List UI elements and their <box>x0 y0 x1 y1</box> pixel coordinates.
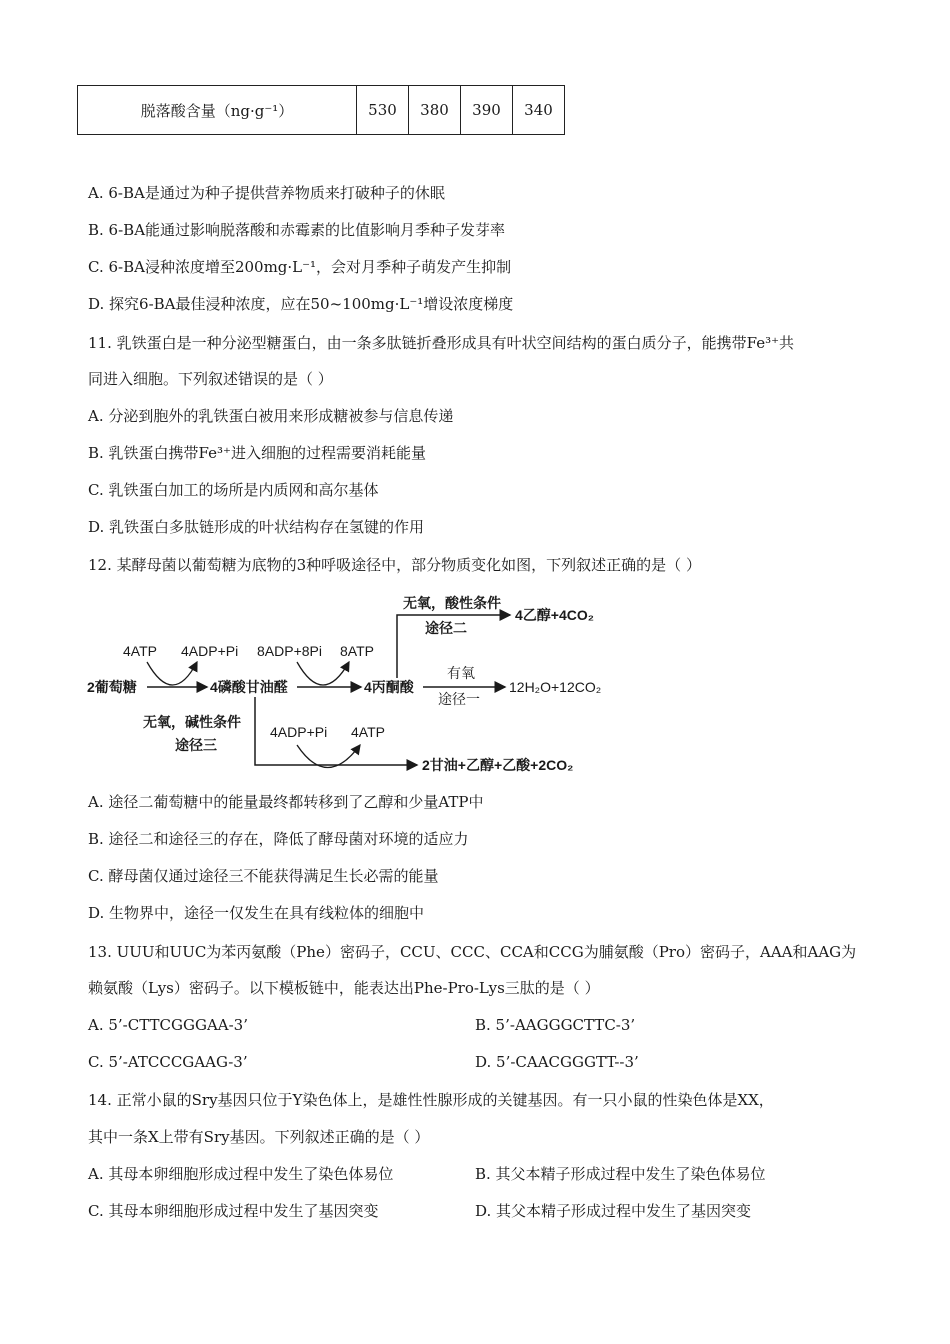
atp-consumption-curve <box>147 662 197 685</box>
q12-stem: 12. 某酵母菌以葡萄糖为底物的3种呼吸途径中，部分物质变化如图，下列叙述正确的是（ ） <box>88 556 701 574</box>
table-row <box>78 86 565 135</box>
table-cell: 530 <box>357 86 409 135</box>
path-three-product: 2甘油+乙醇+乙酸+2CO₂ <box>422 757 574 773</box>
path-one-product: 12H₂O+12CO₂ <box>509 679 602 695</box>
atp-output-path3-label: 4ATP <box>351 724 385 740</box>
q10-option-c: C. 6-BA浸种浓度增至200mg·L⁻¹，会对月季种子萌发产生抑制 <box>88 258 512 276</box>
q14-stem-line1: 14. 正常小鼠的Sry基因只位于Y染色体上，是雄性性腺形成的关键基因。有一只小鼠的性染色体是XX， <box>88 1091 774 1109</box>
q14-option-c: C. 其母本卵细胞形成过程中发生了基因突变 <box>88 1202 379 1220</box>
atp-input-label: 4ATP <box>123 643 157 659</box>
pyruvate-label: 4丙酮酸 <box>364 679 414 695</box>
table-row-label: 脱落酸含量（ng·g⁻¹） <box>78 86 357 135</box>
table-cell: 390 <box>461 86 513 135</box>
q12-option-d: D. 生物界中，途径一仅发生在具有线粒体的细胞中 <box>88 904 425 922</box>
atp-production-curve <box>297 662 349 685</box>
table-cell: 380 <box>409 86 461 135</box>
path-two-product: 4乙醇+4CO₂ <box>515 607 594 623</box>
q10-option-a: A. 6-BA是通过为种子提供营养物质来打破种子的休眠 <box>88 184 445 202</box>
q13-option-c: C. 5’-ATCCCGAAG-3’ <box>88 1053 248 1071</box>
q14-option-d: D. 其父本精子形成过程中发生了基因突变 <box>475 1202 752 1220</box>
q14-option-b: B. 其父本精子形成过程中发生了染色体易位 <box>475 1165 766 1183</box>
path-two-name: 途径二 <box>425 620 467 636</box>
q14-option-a: A. 其母本卵细胞形成过程中发生了染色体易位 <box>88 1165 394 1183</box>
atp-path3-curve <box>297 745 360 768</box>
path-three-condition: 无氧，碱性条件 <box>143 714 241 730</box>
q11-stem-line1: 11. 乳铁蛋白是一种分泌型糖蛋白，由一条多肽链折叠形成具有叶状空间结构的蛋白质分子，能携带Fe³⁺共 <box>88 334 795 352</box>
q12-option-b: B. 途径二和途径三的存在，降低了酵母菌对环境的适应力 <box>88 830 469 848</box>
q13-option-a: A. 5’-CTTCGGGAA-3’ <box>88 1016 248 1034</box>
path-one-name: 途径一 <box>438 691 480 707</box>
path-one-condition: 有氧 <box>447 665 475 681</box>
respiration-pathway-diagram <box>85 590 625 780</box>
q11-option-a: A. 分泌到胞外的乳铁蛋白被用来形成糖被参与信息传递 <box>88 407 454 425</box>
q11-stem-line2: 同进入细胞。下列叙述错误的是（ ） <box>88 370 333 388</box>
g3p-label: 4磷酸甘油醛 <box>210 679 288 695</box>
path-two-condition: 无氧，酸性条件 <box>403 595 501 611</box>
glucose-label: 2葡萄糖 <box>87 679 137 695</box>
q13-stem-line1: 13. UUU和UUC为苯丙氨酸（Phe）密码子，CCU、CCC、CCA和CCG为脯氨酸（Pro）密码子，AAA和AAG为 <box>88 943 857 961</box>
q11-option-c: C. 乳铁蛋白加工的场所是内质网和高尔基体 <box>88 481 379 499</box>
q10-option-d: D. 探究6-BA最佳浸种浓度，应在50~100mg·L⁻¹增设浓度梯度 <box>88 295 514 313</box>
q13-option-d: D. 5’-CAACGGGTT--3’ <box>475 1053 639 1071</box>
q11-option-b: B. 乳铁蛋白携带Fe³⁺进入细胞的过程需要消耗能量 <box>88 444 426 462</box>
q10-option-b: B. 6-BA能通过影响脱落酸和赤霉素的比值影响月季种子发芽率 <box>88 221 506 239</box>
q12-option-c: C. 酵母菌仅通过途径三不能获得满足生长必需的能量 <box>88 867 439 885</box>
path-three-name: 途径三 <box>175 737 217 753</box>
q14-stem-line2: 其中一条X上带有Sry基因。下列叙述正确的是（ ） <box>88 1128 430 1146</box>
adp-output-label: 4ADP+Pi <box>181 643 239 659</box>
adp-input-path3-label: 4ADP+Pi <box>270 724 328 740</box>
adp-input-label: 8ADP+8Pi <box>257 643 322 659</box>
atp-output-label: 8ATP <box>340 643 374 659</box>
q13-option-b: B. 5’-AAGGGCTTC-3’ <box>475 1016 636 1034</box>
table-cell: 340 <box>513 86 565 135</box>
q11-option-d: D. 乳铁蛋白多肽链形成的叶状结构存在氢键的作用 <box>88 518 425 536</box>
q12-option-a: A. 途径二葡萄糖中的能量最终都转移到了乙醇和少量ATP中 <box>88 793 484 811</box>
q13-stem-line2: 赖氨酸（Lys）密码子。以下模板链中，能表达出Phe-Pro-Lys三肽的是（ ） <box>88 979 600 997</box>
abscisic-acid-table <box>77 85 565 135</box>
